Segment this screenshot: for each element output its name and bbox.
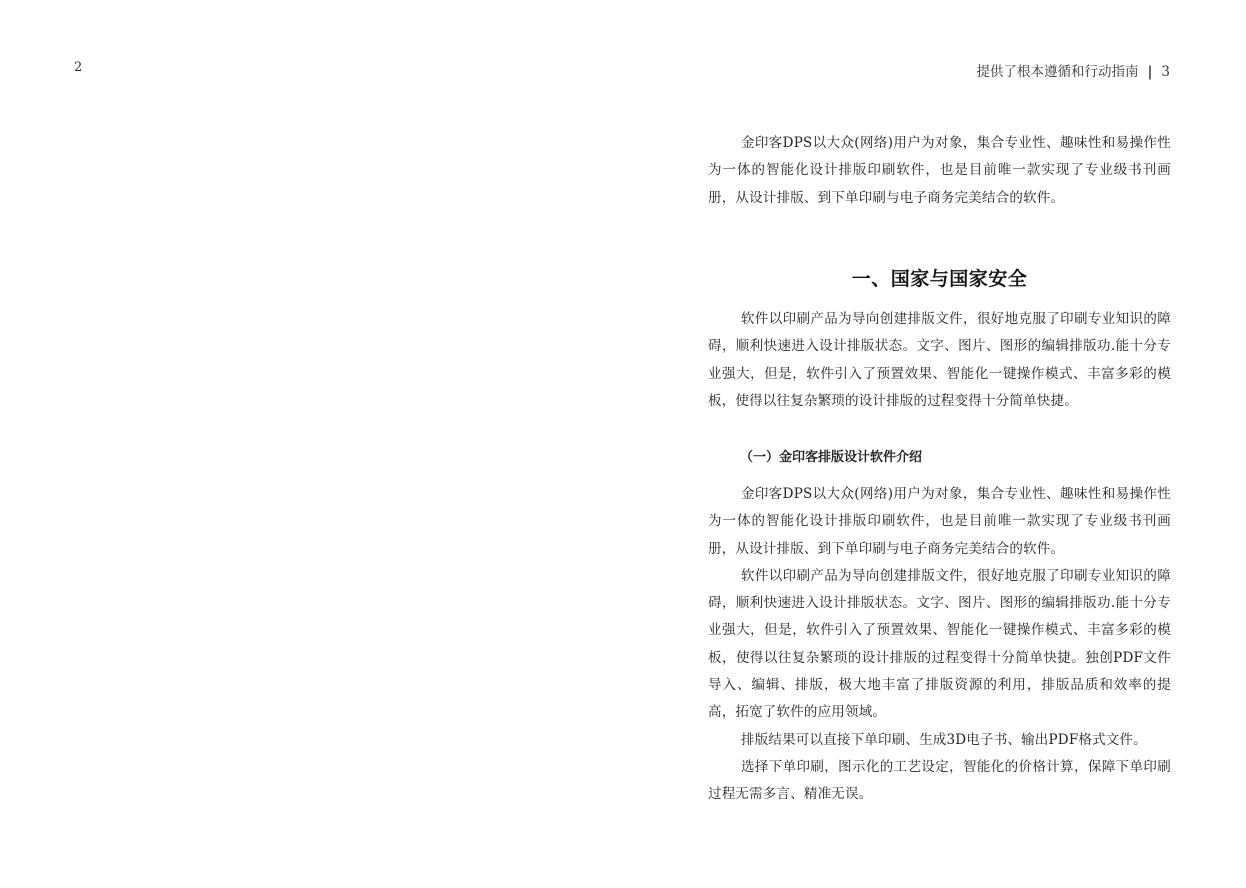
- intro-block: [708, 130, 1171, 212]
- right-page-number: 3: [1161, 64, 1170, 80]
- section-paragraph: 软件以印刷产品为导向创建排版文件，很好地克服了印刷专业知识的障碍，顺利快速进入设计排版状态。文字、图片、图形的编辑排版功.能十分专业强大，但是，软件引入了预置效果、智能化一键操作模式、丰富多彩的模板，使得以往复杂繁琐的设计排版的过程变得十分简单快捷。: [708, 311, 1171, 409]
- running-head: [976, 60, 1170, 80]
- section-heading: 一、国家与国家安全: [851, 268, 1028, 290]
- subsection-paragraph: 选择下单印刷，图示化的工艺设定，智能化的价格计算，保障下单印刷过程无需多言、精准无误。: [708, 758, 1171, 803]
- subsection-heading: （一）金印客排版设计软件介绍: [740, 450, 923, 465]
- left-page-number: 2: [74, 60, 83, 75]
- subsection-paragraph: 金印客DPS以大众(网络)用户为对象，集合专业性、趣味性和易操作性为一体的智能化设计排版印刷软件，也是目前唯一款实现了专业级书刊画册，从设计排版、到下单印刷与电子商务完美结合的软件。: [708, 486, 1171, 557]
- section-block: [708, 306, 1171, 415]
- running-head-title: 提供了根本遵循和行动指南: [976, 64, 1139, 80]
- subsection-block: [708, 481, 1171, 809]
- subsection-paragraph: 软件以印刷产品为导向创建排版文件，很好地克服了印刷专业知识的障碍，顺利快速进入设计排版状态。文字、图片、图形的编辑排版功.能十分专业强大，但是，软件引入了预置效果、智能化一键操作模式、丰富多彩的模板，使得以往复杂繁琐的设计排版的过程变得十分简单快捷。独创PDF文件导入、编辑、排版，极大地丰富了排版资源的利用，排版品质和效率的提高，拓宽了软件的应用领域。: [708, 567, 1171, 721]
- intro-paragraph: 金印客DPS以大众(网络)用户为对象，集合专业性、趣味性和易操作性为一体的智能化设计排版印刷软件，也是目前唯一款实现了专业级书刊画册，从设计排版、到下单印刷与电子商务完美结合的软件。: [708, 135, 1171, 206]
- running-head-separator: |: [1147, 64, 1153, 80]
- subsection-paragraph: 排版结果可以直接下单印刷、生成3D电子书、输出PDF格式文件。: [741, 731, 1147, 748]
